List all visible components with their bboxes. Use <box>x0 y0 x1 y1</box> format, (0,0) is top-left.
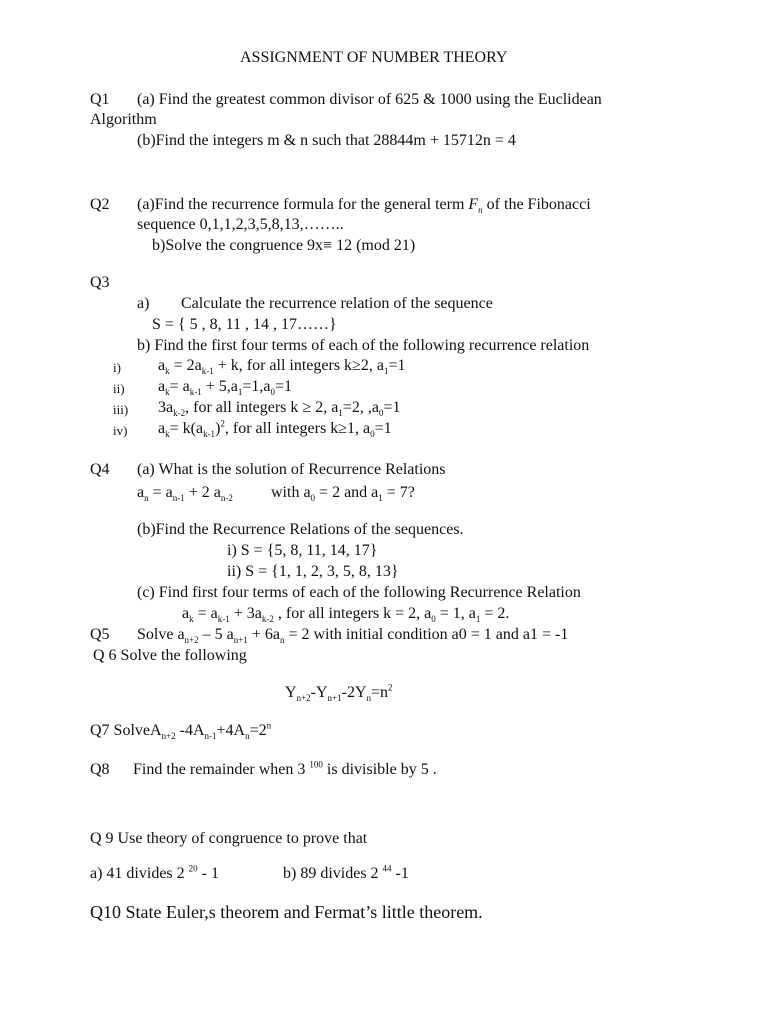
q1-part-b: (b)Find the integers m & n such that 28844m + 15712n = 4 <box>137 132 516 149</box>
q4-part-a: (a) What is the solution of Recurrence Relations <box>137 461 446 478</box>
q3-part-a: Calculate the recurrence relation of the sequence <box>181 295 493 312</box>
q4-initial-conditions: with $a_0 = 2$ and $a_1 = 7$? <box>271 484 415 504</box>
q4-relation: $a_n = a_{n-1} + 2$ $a_{n-2}$ <box>137 484 233 504</box>
q7-text: Q7 SolveA$_{n+2}$ $-4A_{n-1}+4A_n=2^n$ <box>90 720 272 742</box>
q1-label: Q1 <box>90 91 110 108</box>
q2-part-a: (a)Find the recurrence formula for the general term $F_n$ of the Fibonacci <box>137 196 591 216</box>
q4-part-b: (b)Find the Recurrence Relations of the sequences. <box>137 521 464 538</box>
q3-item-relation: $3a_{k-2}$, for all integers k ≥ 2, $a_1=2$, $,a_0=1$ <box>158 399 401 419</box>
q3-sequence: S = { 5 , 8, 11 , 14 , 17……} <box>152 316 337 333</box>
q4-part-b-i: i) S = {5, 8, 11, 14, 17} <box>227 542 378 559</box>
q5-label: Q5 <box>90 626 110 643</box>
q8-text: Find the remainder when 3 $^{100}$ is divisible by 5 . <box>133 759 437 778</box>
q3-item-number: i) <box>113 360 121 375</box>
q2-label: Q2 <box>90 196 110 213</box>
q3-item-number: ii) <box>113 381 125 396</box>
q3-item-relation: $a_k= a_{k-1} + 5,a_1=1,a_0=1$ <box>158 378 293 398</box>
q4-part-c-relation: $a_k = a_{k-1} + 3a_{k-2}$ , for all integers k = 2, $a_0 = 1$, $a_1 = 2$. <box>182 605 510 625</box>
q8-label: Q8 <box>90 761 110 778</box>
q2-part-a-sequence: sequence 0,1,1,2,3,5,8,13,…….. <box>137 216 344 233</box>
page-title: ASSIGNMENT OF NUMBER THEORY <box>240 49 508 66</box>
q9-part-b: b) 89 divides 2 $^{44}$ -1 <box>283 863 409 882</box>
q5-text: Solve $a_{n+2} - 5$ $a_{n+1} + 6a_n = 2$ with initial condition a0 = 1 and a1 = -1 <box>137 626 569 646</box>
q6-text: Q 6 Solve the following <box>93 647 247 664</box>
q9-text: Q 9 Use theory of congruence to prove that <box>90 830 368 847</box>
q3-item-relation: $a_k = 2a_{k-1} + k$, for all integers k≥2, $a_1=1$ <box>158 357 406 377</box>
q3-item-relation: $a_k= k(a_{k-1})^2$, for all integers k≥1, $a_0=1$ <box>158 418 392 440</box>
q3-part-b: b) Find the first four terms of each of the following recurrence relation <box>137 337 590 354</box>
q3-label: Q3 <box>90 274 110 291</box>
q4-label: Q4 <box>90 461 110 478</box>
q3-item-number: iii) <box>113 402 129 417</box>
q4-part-b-ii: ii) S = {1, 1, 2, 3, 5, 8, 13} <box>227 563 399 580</box>
q4-part-c: (c) Find first four terms of each of the following Recurrence Relation <box>137 584 581 601</box>
q10-text: Q10 State Euler,s theorem and Fermat’s little theorem. <box>90 902 483 922</box>
q1-part-a-continued: Algorithm <box>90 111 157 128</box>
q1-part-a: (a) Find the greatest common divisor of 625 & 1000 using the Euclidean <box>137 91 602 108</box>
q3-part-a-label: a) <box>137 295 150 312</box>
q6-equation: $Y_{n+2}-Y_{n+1}-2Y_n=n^2$ <box>285 682 393 704</box>
q9-part-a: a) 41 divides 2 $^{20}$ - 1 <box>90 863 219 882</box>
q2-part-b: b)Solve the congruence 9x≡ 12 (mod 21) <box>152 237 416 254</box>
q3-item-number: iv) <box>113 423 128 438</box>
